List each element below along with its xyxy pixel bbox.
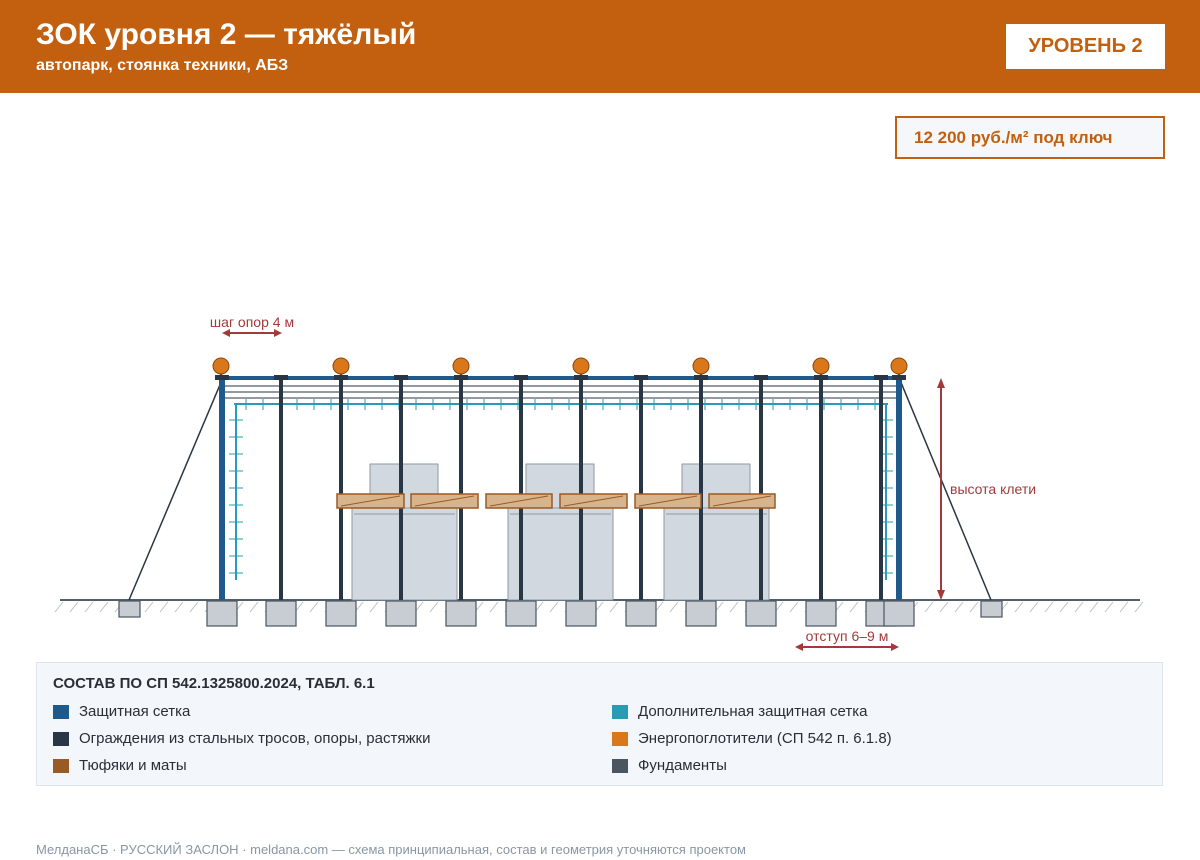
legend-swatch	[53, 705, 69, 719]
legend-label: Фундаменты	[638, 757, 727, 774]
foundation	[266, 601, 296, 626]
legend-swatch	[612, 732, 628, 746]
hatch-mark	[925, 602, 933, 612]
hatch-mark	[370, 602, 378, 612]
top-cables	[222, 378, 900, 398]
hatch-mark	[490, 602, 498, 612]
energy-absorbers	[213, 358, 907, 378]
foundation	[686, 601, 716, 626]
pole-cap	[274, 375, 288, 380]
hatch-mark	[145, 602, 153, 612]
footer-note: МелданаСБ · РУССКИЙ ЗАСЛОН · meldana.com — схема принципиальная, состав и геометрия уточняются проектом	[36, 842, 746, 857]
hatch-mark	[1060, 602, 1068, 612]
hatch-mark	[1090, 602, 1098, 612]
hatch-mark	[190, 602, 198, 612]
pole-step-label: шаг опор 4 м	[209, 314, 295, 330]
legend-label: Ограждения из стальных тросов, опоры, растяжки	[79, 730, 431, 747]
foundation	[207, 601, 237, 626]
hatch-mark	[940, 602, 948, 612]
legend-item	[612, 757, 727, 774]
energy-absorber	[693, 358, 709, 374]
arrow-head	[222, 329, 230, 337]
anchor-foundation	[119, 601, 140, 617]
legend-label: Дополнительная защитная сетка	[638, 703, 868, 720]
legend-swatch	[53, 732, 69, 746]
hatch-mark	[850, 602, 858, 612]
legend-item	[53, 703, 190, 720]
arrow-head	[274, 329, 282, 337]
hatch-mark	[730, 602, 738, 612]
hatch-mark	[310, 602, 318, 612]
foundation	[326, 601, 356, 626]
energy-absorber	[453, 358, 469, 374]
hatch-mark	[1045, 602, 1053, 612]
level-badge: УРОВЕНЬ 2	[1006, 24, 1165, 69]
hatch-mark	[550, 602, 558, 612]
vehicles	[352, 464, 769, 600]
price-label: 12 200 руб./м² под ключ	[914, 127, 1113, 147]
foundation	[806, 601, 836, 626]
hatch-mark	[1135, 602, 1143, 612]
hatch-mark	[790, 602, 798, 612]
foundation	[566, 601, 596, 626]
setback-label: отступ 6–9 м	[805, 628, 889, 644]
foundation	[626, 601, 656, 626]
legend-title: СОСТАВ ПО СП 542.1325800.2024, ТАБЛ. 6.1	[53, 675, 375, 692]
pole-cap	[514, 375, 528, 380]
foundation	[884, 601, 914, 626]
legend-item	[612, 703, 867, 720]
hatch-mark	[175, 602, 183, 612]
vehicle-body	[664, 508, 769, 600]
legend-label: Энергопоглотители (СП 542 п. 6.1.8)	[638, 730, 892, 747]
hatch-mark	[610, 602, 618, 612]
legend-item	[53, 757, 187, 774]
legend-label: Тюфяки и маты	[79, 757, 187, 774]
hatch-mark	[160, 602, 168, 612]
vehicle-body	[508, 508, 613, 600]
hatch-mark	[1015, 602, 1023, 612]
hatch-mark	[250, 602, 258, 612]
legend-item	[612, 730, 892, 747]
pole-cap	[394, 375, 408, 380]
foundation	[446, 601, 476, 626]
foundation	[386, 601, 416, 626]
hatch-mark	[1105, 602, 1113, 612]
hatch-mark	[85, 602, 93, 612]
anchor-foundation	[981, 601, 1002, 617]
hatch-mark	[970, 602, 978, 612]
arrow-head	[937, 590, 945, 600]
arrow-head	[891, 643, 899, 651]
energy-absorber	[813, 358, 829, 374]
arrow-head	[937, 378, 945, 388]
energy-absorber	[573, 358, 589, 374]
hatch-mark	[1030, 602, 1038, 612]
legend-label: Защитная сетка	[79, 703, 191, 720]
hatch-mark	[670, 602, 678, 612]
legend-item	[53, 730, 430, 747]
page-title: ЗОК уровня 2 — тяжёлый	[36, 18, 417, 51]
hatch-mark	[55, 602, 63, 612]
guy-wire-left	[129, 380, 222, 600]
pole-cap	[874, 375, 888, 380]
legend-box	[36, 662, 1163, 786]
foundation	[506, 601, 536, 626]
hatch-mark	[1075, 602, 1083, 612]
vehicle-body	[352, 508, 457, 600]
hatch-mark	[955, 602, 963, 612]
cage-height-label: высота клети	[950, 481, 1037, 497]
hatch-mark	[1120, 602, 1128, 612]
foundations	[119, 601, 1002, 626]
foundation	[746, 601, 776, 626]
pole-cap	[754, 375, 768, 380]
energy-absorber	[333, 358, 349, 374]
page-subtitle: автопарк, стоянка техники, АБЗ	[36, 57, 289, 74]
arrow-head	[795, 643, 803, 651]
legend-swatch	[53, 759, 69, 773]
hatch-mark	[100, 602, 108, 612]
hatch-mark	[430, 602, 438, 612]
legend-swatch	[612, 759, 628, 773]
hatch-mark	[70, 602, 78, 612]
energy-absorber	[213, 358, 229, 374]
legend-swatch	[612, 705, 628, 719]
energy-absorber	[891, 358, 907, 374]
pole-cap	[634, 375, 648, 380]
